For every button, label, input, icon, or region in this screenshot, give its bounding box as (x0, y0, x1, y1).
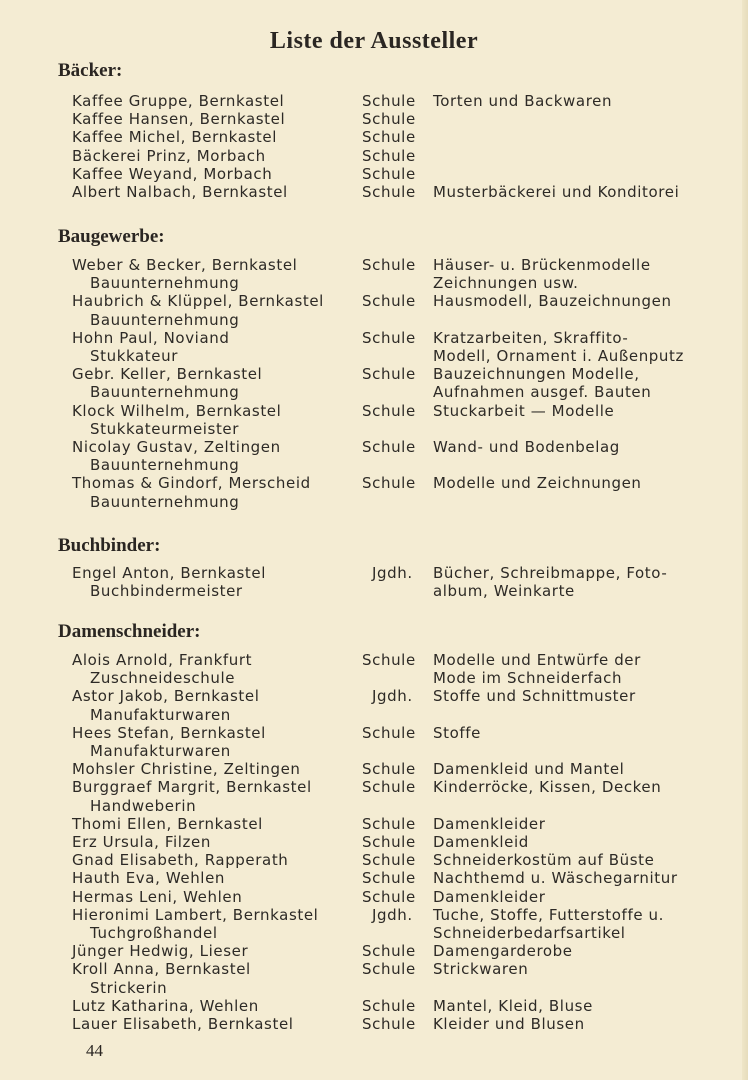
exhibit-location: Schule (362, 996, 416, 1015)
exhibit-description: Modell, Ornament i. Außenputz (433, 347, 684, 365)
exhibit-description: Bauzeichnungen Modelle, (433, 365, 640, 384)
exhibitor-name: Kroll Anna, Bernkastel (72, 960, 251, 979)
exhibit-description: Bücher, Schreibmappe, Foto- (433, 564, 668, 582)
page-title: Liste der Aussteller (269, 28, 479, 54)
exhibit-description: Musterbäckerei und Konditorei (433, 183, 680, 201)
exhibit-description: Hausmodell, Bauzeichnungen (433, 292, 672, 311)
exhibit-location: Schule (362, 110, 416, 129)
exhibit-description: Kinderröcke, Kissen, Decken (433, 778, 662, 797)
exhibitor-trade: Handweberin (90, 796, 197, 815)
exhibitor-name: Gnad Elisabeth, Rapperath (72, 851, 289, 870)
exhibit-description: Schneiderbedarfsartikel (433, 924, 626, 942)
exhibitor-name: Astor Jakob, Bernkastel (72, 687, 260, 706)
exhibit-description: Schneiderkostüm auf Büste (433, 851, 655, 870)
exhibit-location: Schule (362, 438, 416, 456)
exhibitor-name: Mohsler Christine, Zeltingen (72, 760, 301, 779)
exhibit-location: Schule (362, 942, 416, 961)
exhibitor-name: Albert Nalbach, Bernkastel (72, 183, 288, 201)
exhibitor-trade: Bauunternehmung (90, 492, 240, 511)
exhibitor-name: Hohn Paul, Noviand (72, 328, 230, 347)
exhibit-description: Torten und Backwaren (433, 92, 613, 110)
exhibit-location: Schule (362, 851, 416, 870)
exhibit-description: Stuckarbeit — Modelle (433, 401, 615, 420)
exhibit-location: Jgdh. (372, 564, 413, 582)
exhibit-description: Strickwaren (433, 960, 529, 979)
exhibit-location: Schule (362, 292, 416, 311)
exhibit-location: Schule (362, 1015, 416, 1033)
exhibit-location: Schule (362, 651, 416, 669)
exhibit-description: Modelle und Entwürfe der (433, 651, 641, 669)
exhibit-location: Schule (362, 833, 416, 851)
exhibitor-name: Lutz Katharina, Wehlen (72, 996, 259, 1015)
exhibitor-trade: Zuschneideschule (90, 669, 236, 688)
exhibitor-trade: Bauunternehmung (90, 310, 240, 329)
exhibitor-trade: Bauunternehmung (90, 456, 240, 475)
exhibitor-trade: Stukkateur (90, 347, 178, 365)
exhibitor-name: Hees Stefan, Bernkastel (72, 723, 266, 742)
exhibitor-name: Lauer Elisabeth, Bernkastel (72, 1015, 294, 1033)
exhibit-location: Schule (362, 328, 416, 347)
exhibitor-name: Erz Ursula, Filzen (72, 833, 211, 851)
exhibit-location: Jgdh. (372, 905, 413, 924)
exhibitor-trade: Bauunternehmung (90, 274, 240, 293)
exhibitor-name: Thomi Ellen, Bernkastel (72, 814, 263, 833)
exhibit-location: Schule (362, 128, 416, 147)
exhibit-location: Schule (362, 183, 416, 201)
exhibitor-trade: Stukkateurmeister (90, 419, 240, 438)
exhibit-location: Schule (362, 960, 416, 979)
page-edge (742, 0, 748, 1080)
exhibit-description: Nachthemd u. Wäschegarnitur (433, 869, 678, 888)
exhibit-location: Schule (362, 365, 416, 384)
section-heading: Baugewerbe: (58, 226, 165, 247)
exhibitor-name: Weber & Becker, Bernkastel (72, 256, 298, 274)
exhibit-location: Schule (362, 723, 416, 742)
exhibitor-name: Engel Anton, Bernkastel (72, 564, 266, 582)
exhibitor-name: Kaffee Weyand, Morbach (72, 164, 273, 183)
section-heading: Buchbinder: (58, 535, 161, 556)
exhibit-location: Schule (362, 887, 416, 906)
exhibitor-name: Jünger Hedwig, Lieser (72, 942, 249, 961)
exhibit-description: Damenkleider (433, 887, 546, 906)
exhibitor-trade: Buchbindermeister (90, 582, 243, 601)
exhibit-location: Jgdh. (372, 687, 413, 706)
exhibitor-name: Thomas & Gindorf, Merscheid (72, 474, 311, 493)
exhibit-description: Stoffe (433, 723, 481, 742)
exhibitor-trade: Manufakturwaren (90, 742, 231, 760)
exhibitor-name: Burggraef Margrit, Bernkastel (72, 778, 312, 797)
exhibit-description: Stoffe und Schnittmuster (433, 687, 636, 706)
exhibitor-trade: Strickerin (90, 978, 168, 997)
exhibitor-name: Kaffee Gruppe, Bernkastel (72, 92, 285, 110)
exhibitor-name: Bäckerei Prinz, Morbach (72, 146, 266, 165)
exhibit-location: Schule (362, 474, 416, 493)
exhibitor-trade: Tuchgroßhandel (90, 924, 218, 942)
exhibit-location: Schule (362, 760, 416, 779)
exhibit-location: Schule (362, 401, 416, 420)
page-number: 44 (86, 1041, 103, 1060)
exhibitor-name: Kaffee Hansen, Bernkastel (72, 110, 286, 129)
exhibitor-name: Alois Arnold, Frankfurt (72, 651, 253, 669)
exhibit-location: Schule (362, 778, 416, 797)
exhibit-description: Damengarderobe (433, 942, 573, 961)
exhibitor-name: Hermas Leni, Wehlen (72, 887, 243, 906)
exhibitor-name: Haubrich & Klüppel, Bernkastel (72, 292, 324, 311)
exhibitor-trade: Manufakturwaren (90, 705, 231, 724)
exhibitor-name: Gebr. Keller, Bernkastel (72, 365, 263, 384)
exhibit-location: Schule (362, 256, 416, 274)
exhibitor-name: Hauth Eva, Wehlen (72, 869, 226, 888)
exhibitor-name: Nicolay Gustav, Zeltingen (72, 438, 281, 456)
exhibit-description: Mode im Schneiderfach (433, 669, 623, 688)
exhibit-description: Tuche, Stoffe, Futterstoffe u. (433, 905, 664, 924)
exhibit-description: Wand- und Bodenbelag (433, 438, 620, 456)
exhibit-description: Häuser- u. Brückenmodelle (433, 256, 651, 274)
exhibitor-name: Klock Wilhelm, Bernkastel (72, 401, 282, 420)
exhibitor-name: Hieronimi Lambert, Bernkastel (72, 905, 319, 924)
exhibit-location: Schule (362, 146, 416, 165)
exhibit-description: Modelle und Zeichnungen (433, 474, 642, 493)
section-heading: Damenschneider: (58, 621, 201, 642)
exhibit-location: Schule (362, 869, 416, 888)
exhibit-location: Schule (362, 164, 416, 183)
exhibit-description: Damenkleider (433, 814, 546, 833)
exhibit-description: Zeichnungen usw. (433, 274, 579, 293)
exhibit-description: Mantel, Kleid, Bluse (433, 996, 593, 1015)
exhibit-description: Damenkleid (433, 833, 529, 851)
exhibit-description: Damenkleid und Mantel (433, 760, 625, 779)
exhibit-description: Kleider und Blusen (433, 1015, 585, 1033)
exhibit-location: Schule (362, 814, 416, 833)
exhibitor-name: Kaffee Michel, Bernkastel (72, 128, 277, 147)
section-heading: Bäcker: (58, 60, 123, 81)
exhibit-description: Aufnahmen ausgef. Bauten (433, 383, 652, 402)
exhibitor-trade: Bauunternehmung (90, 383, 240, 402)
exhibit-description: Kratzarbeiten, Skraffito- (433, 328, 629, 347)
exhibit-description: album, Weinkarte (433, 582, 575, 601)
exhibit-location: Schule (362, 92, 416, 110)
